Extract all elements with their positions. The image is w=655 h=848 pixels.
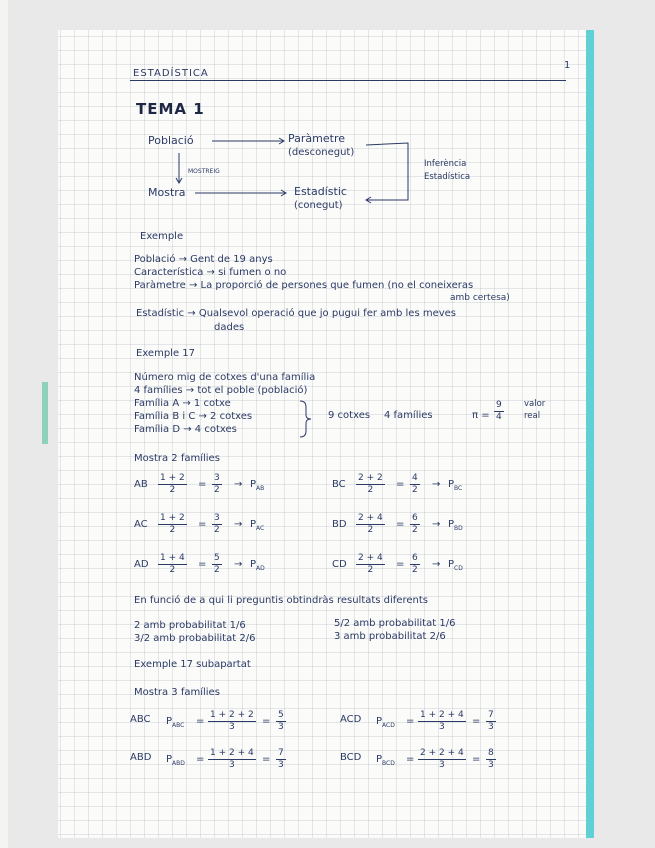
equals-sign: = [406, 754, 415, 765]
equals-sign: = [262, 716, 271, 727]
sample-proportion [376, 716, 395, 732]
fraction-numerator: 2 + 2 [358, 473, 383, 483]
arrow: → [234, 479, 243, 490]
sample-mean-fraction [208, 748, 256, 771]
tema-title: TEMA 1 [136, 100, 205, 118]
real-label: real [524, 411, 541, 421]
funcio-title: En funció de a qui li preguntis obtindràs resultats diferents [134, 595, 428, 606]
proportion-subscript: ACD [382, 722, 395, 729]
sample-label: ACD [340, 714, 362, 725]
label-mostra: Mostra [148, 186, 186, 199]
equals-sign: = [406, 716, 415, 727]
sample-mean-fraction [418, 748, 466, 771]
equals-sign: = [262, 754, 271, 765]
proportion-subscript: BCD [382, 760, 395, 767]
result-fraction [212, 473, 222, 496]
fraction-denominator: 2 [367, 565, 374, 575]
sample-proportion [166, 754, 185, 770]
sample-proportion [250, 479, 264, 495]
exemple17-line: Família B i C → 2 cotxes [134, 411, 253, 422]
fraction-denominator: 2 [367, 525, 374, 535]
equals-sign: = [196, 754, 205, 765]
fraction-numerator: 2 + 4 [358, 553, 383, 563]
sample-proportion [250, 559, 265, 575]
proportion-symbol: P [376, 716, 383, 727]
equals-sign: = [472, 754, 481, 765]
total-cotxes: 9 cotxes [328, 410, 371, 421]
fraction-denominator: 2 [412, 485, 418, 495]
sample-proportion [448, 519, 463, 535]
mostra2-title: Mostra 2 famílies [134, 453, 220, 464]
sample-label: BC [332, 479, 346, 490]
exemple-line: amb certesa) [450, 293, 510, 303]
mostra3-title: Mostra 3 famílies [134, 687, 220, 698]
label-conegut: (conegut) [294, 200, 343, 211]
sample-label: ABD [130, 752, 152, 763]
arrow: → [432, 479, 441, 490]
sample-mean-fraction [418, 710, 466, 733]
sample-mean-fraction [356, 473, 385, 496]
mu-fraction [494, 400, 504, 423]
fraction-numerator: 3 [214, 513, 220, 523]
fraction-denominator: 3 [438, 722, 445, 732]
fraction-numerator: 5 [278, 710, 284, 720]
fraction-numerator: 1 + 4 [160, 553, 185, 563]
label-estadistic: Estadístic [294, 185, 347, 198]
equals-sign: = [196, 716, 205, 727]
fraction-denominator: 3 [438, 760, 445, 770]
proportion-subscript: AD [256, 565, 265, 572]
fraction-denominator: 3 [488, 760, 494, 770]
sample-label: AC [134, 519, 148, 530]
fraction-denominator: 3 [278, 760, 284, 770]
sample-proportion [376, 754, 395, 770]
proportion-symbol: P [448, 479, 455, 490]
label-poblacio: Població [148, 134, 194, 147]
exemple17-line: 4 famílies → tot el poble (població) [134, 385, 308, 396]
fraction-numerator: 8 [488, 748, 494, 758]
fraction-numerator: 5 [214, 553, 220, 563]
index-tab [42, 382, 48, 444]
fraction-numerator: 1 + 2 + 4 [210, 748, 254, 758]
result-fraction [212, 553, 222, 576]
result-fraction [212, 513, 222, 536]
proportion-symbol: P [250, 559, 257, 570]
fraction-numerator: 7 [488, 710, 494, 720]
fraction-denominator: 2 [214, 485, 220, 495]
fraction-denominator: 3 [228, 722, 235, 732]
sample-proportion [166, 716, 184, 732]
exemple17-line: Família A → 1 cotxe [134, 398, 231, 409]
sample-label: AB [134, 479, 148, 490]
fraction-denominator: 2 [169, 565, 176, 575]
equals-sign: = [198, 479, 207, 490]
fraction-denominator: 2 [214, 565, 220, 575]
funcio-left1: 2 amb probabilitat 1/6 [134, 620, 246, 631]
equals-sign: = [198, 519, 207, 530]
exemple-line: dades [214, 322, 245, 333]
fraction-numerator: 2 + 4 [358, 513, 383, 523]
sample-label: BD [332, 519, 347, 530]
arrow: → [234, 559, 243, 570]
proportion-subscript: BC [454, 485, 463, 492]
fraction-numerator: 6 [412, 513, 418, 523]
exemple-line: Característica → si fumen o no [134, 267, 287, 278]
proportion-symbol: P [250, 519, 257, 530]
page-left-margin [0, 0, 8, 848]
proportion-subscript: ABD [172, 760, 185, 767]
proportion-subscript: BD [454, 525, 463, 532]
result-fraction [276, 710, 286, 733]
proportion-subscript: AB [256, 485, 265, 492]
notebook-page [58, 30, 594, 838]
equals-sign: = [472, 716, 481, 727]
arrow: → [234, 519, 243, 530]
label-mostreig: MOSTREIG [188, 168, 220, 175]
result-fraction [276, 748, 286, 771]
proportion-symbol: P [166, 716, 173, 727]
fraction-denominator: 2 [412, 565, 418, 575]
fraction-numerator: 2 + 2 + 4 [420, 748, 464, 758]
fraction-denominator: 3 [228, 760, 235, 770]
exemple-line: Població → Gent de 19 anys [134, 254, 273, 265]
sample-mean-fraction [208, 710, 256, 733]
result-fraction [486, 710, 496, 733]
funcio-right2: 3 amb probabilitat 2/6 [334, 631, 446, 642]
equals-sign: = [396, 519, 405, 530]
sample-mean-fraction [158, 513, 187, 536]
fraction-denominator: 3 [278, 722, 284, 732]
mu-label: π = [472, 410, 490, 421]
sample-mean-fraction [356, 513, 385, 536]
result-fraction [486, 748, 496, 771]
fraction-numerator: 1 + 2 [160, 513, 185, 523]
equals-sign: = [198, 559, 207, 570]
fraction-numerator: 3 [214, 473, 220, 483]
fraction-denominator: 2 [214, 525, 220, 535]
label-inferencia: Inferència [424, 159, 467, 169]
page-number: 1 [564, 60, 571, 71]
result-fraction [410, 553, 420, 576]
arrow: → [432, 519, 441, 530]
proportion-subscript: CD [454, 565, 463, 572]
sample-label: AD [134, 559, 149, 570]
exemple17-line: Família D → 4 cotxes [134, 424, 237, 435]
funcio-left2: 3/2 amb probabilitat 2/6 [134, 633, 256, 644]
label-estadistica: Estadística [424, 172, 471, 182]
fraction-denominator: 2 [367, 485, 374, 495]
proportion-symbol: P [250, 479, 257, 490]
fraction-denominator: 3 [488, 722, 494, 732]
result-fraction [410, 513, 420, 536]
sample-mean-fraction [158, 473, 187, 496]
sample-mean-fraction [158, 553, 187, 576]
total-families: 4 famílies [384, 410, 433, 421]
exemple-line: Estadístic → Qualsevol operació que jo pugui fer amb les meves [136, 308, 457, 319]
fraction-numerator: 1 + 2 + 2 [210, 710, 254, 720]
sample-proportion [448, 479, 462, 495]
fraction-denominator: 2 [169, 485, 176, 495]
proportion-symbol: P [448, 519, 455, 530]
funcio-right1: 5/2 amb probabilitat 1/6 [334, 618, 456, 629]
subapartat-title: Exemple 17 subapartat [134, 659, 251, 670]
proportion-subscript: AC [256, 525, 265, 532]
exemple-title: Exemple [140, 231, 184, 242]
sample-proportion [250, 519, 264, 535]
fraction-numerator: 1 + 2 + 4 [420, 710, 464, 720]
exemple17-line: Número mig de cotxes d'una família [134, 372, 316, 383]
page-header: ESTADÍSTICA [133, 68, 209, 79]
proportion-subscript: ABC [172, 722, 185, 729]
fraction-denominator: 2 [412, 525, 418, 535]
exemple17-title: Exemple 17 [136, 348, 196, 359]
label-parametre: Paràmetre [288, 132, 345, 145]
fraction-numerator: 4 [412, 473, 418, 483]
fraction-numerator: 7 [278, 748, 284, 758]
fraction-numerator: 1 + 2 [160, 473, 185, 483]
proportion-symbol: P [376, 754, 383, 765]
sample-mean-fraction [356, 553, 385, 576]
result-fraction [410, 473, 420, 496]
sample-proportion [448, 559, 463, 575]
fraction-numerator: 6 [412, 553, 418, 563]
valor-label: valor [524, 399, 546, 409]
fraction-denominator: 4 [496, 412, 502, 422]
label-desconegut: (desconegut) [288, 147, 355, 158]
equals-sign: = [396, 559, 405, 570]
sample-label: CD [332, 559, 347, 570]
fraction-numerator: 9 [496, 400, 502, 410]
sample-label: BCD [340, 752, 362, 763]
equals-sign: = [396, 479, 405, 490]
exemple-line: Paràmetre → La proporció de persones que fumen (no el coneixeras [134, 280, 474, 291]
sample-label: ABC [130, 714, 151, 725]
arrow: → [432, 559, 441, 570]
proportion-symbol: P [166, 754, 173, 765]
proportion-symbol: P [448, 559, 455, 570]
fraction-denominator: 2 [169, 525, 176, 535]
